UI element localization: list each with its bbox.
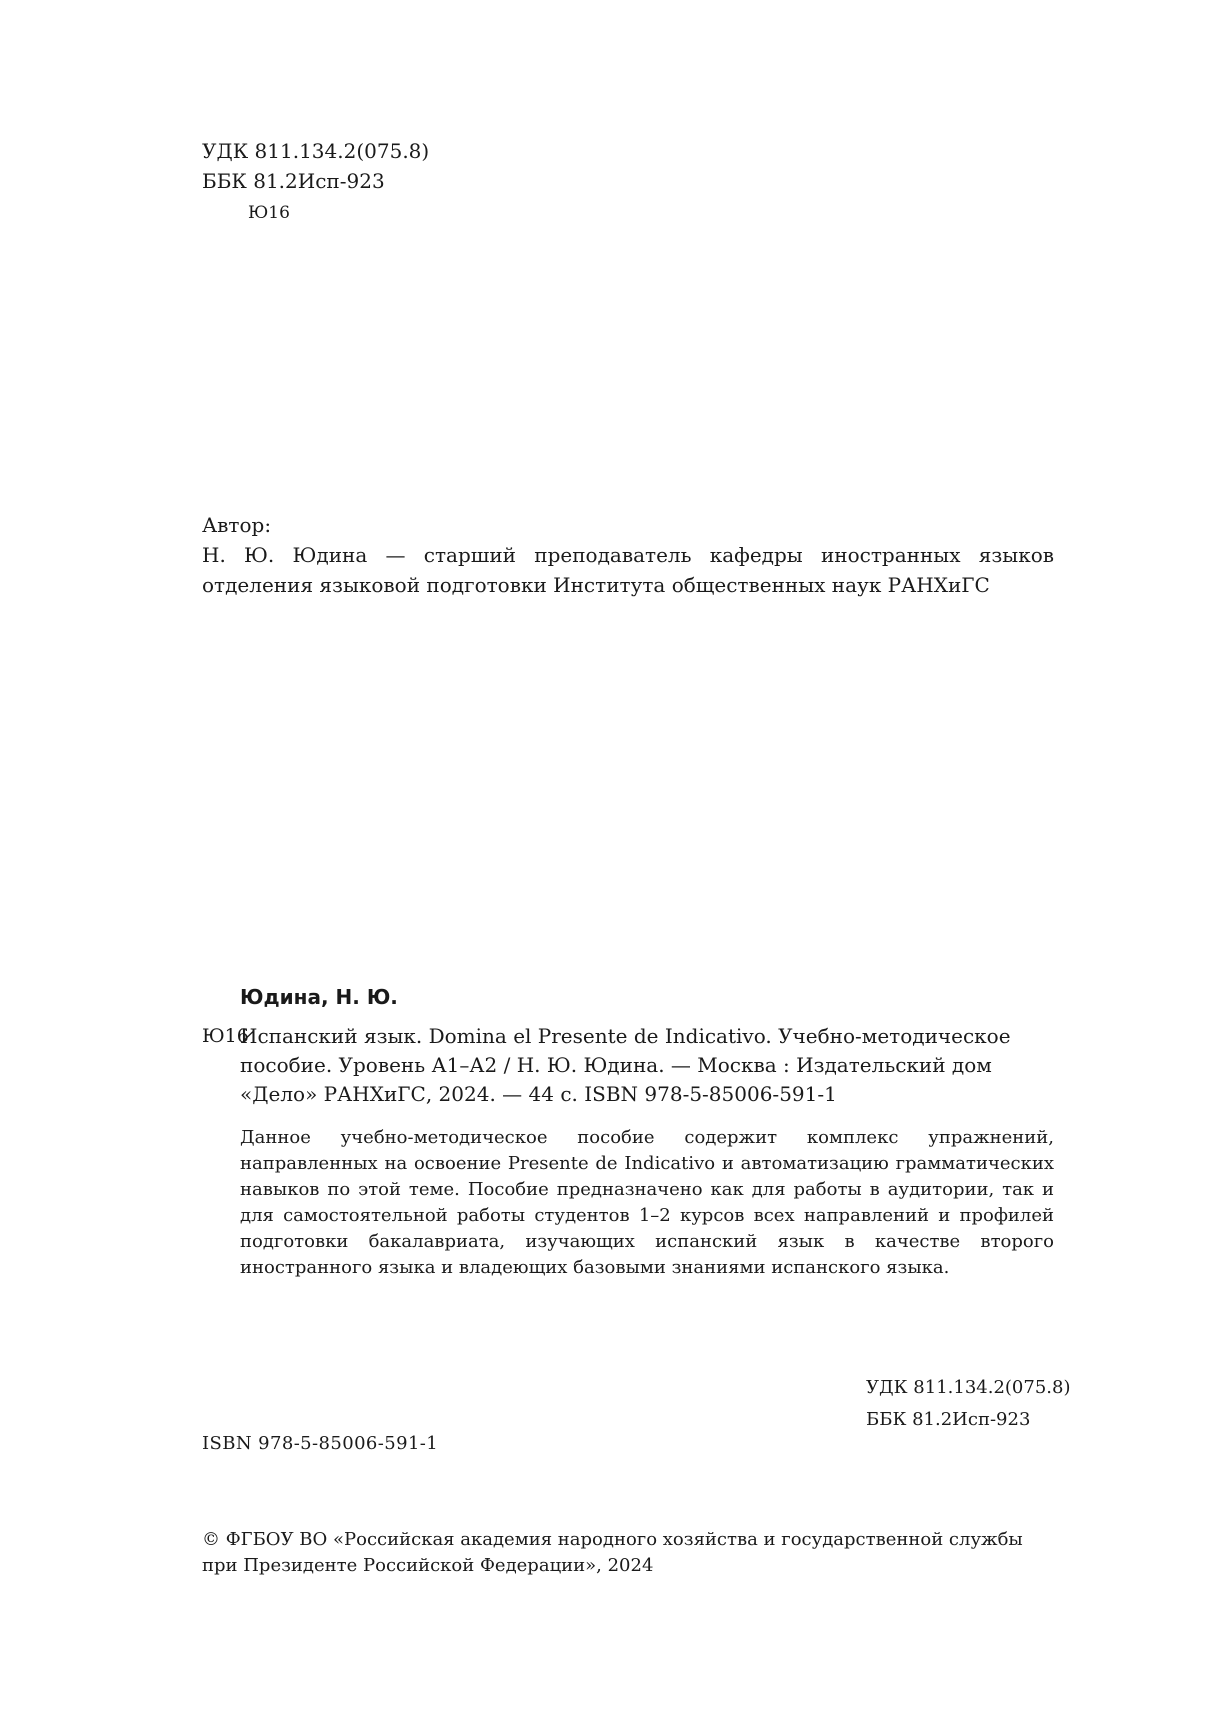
author-block xyxy=(202,510,1054,600)
top-classification-block xyxy=(202,136,429,228)
author-description: Н. Ю. Юдина — старший преподаватель кафедры иностранных языков отделения языковой подготовки Института общественных наук РАНХиГС xyxy=(202,543,1054,597)
bottom-classification-block xyxy=(866,1372,1070,1436)
author-mark: Ю16 xyxy=(248,203,290,223)
udk-code-bottom: УДК 811.134.2(075.8) xyxy=(866,1377,1071,1398)
abstract-text: Данное учебно-методическое пособие содержит комплекс упражнений, направленных на освоение Presente de Indicativo и автоматизацию грамматических навыков по этой теме. Пособие предназначено как для работы в аудитории, так и для самостоятельной работы студентов 1–2 курсов всех направлений и профилей подготовки бакалавриата, изучающих испанский язык в качестве второго иностранного языка и владеющих базовыми знаниями испанского языка. xyxy=(240,1127,1054,1278)
author-label: Автор: xyxy=(202,513,272,537)
record-description: Испанский язык. Domina el Presente de Indicativo. Учебно-методическое пособие. Уровень А1–А2 / Н. Ю. Юдина. — Москва : Издательский дом «Дело» РАНХиГС, 2024. — 44 с. ISBN 978-5-85006-591-1 xyxy=(240,1024,1011,1106)
record-heading: Юдина, Н. Ю. xyxy=(240,985,398,1009)
isbn: ISBN 978-5-85006-591-1 xyxy=(202,1433,439,1454)
copyright-block xyxy=(202,1527,1023,1579)
copyright-line-1: © ФГБОУ ВО «Российская академия народного хозяйства и государственной службы xyxy=(202,1529,1023,1550)
record-entry xyxy=(202,1022,1054,1109)
bibliographic-record xyxy=(202,983,1054,1109)
bbk-code-bottom: ББК 81.2Исп-923 xyxy=(866,1409,1031,1430)
bbk-code: ББК 81.2Исп-923 xyxy=(202,169,385,193)
copyright-line-2: при Президенте Российской Федерации», 2024 xyxy=(202,1555,654,1576)
udk-code: УДК 811.134.2(075.8) xyxy=(202,139,430,163)
record-author-mark: Ю16 xyxy=(202,1025,249,1047)
abstract-block xyxy=(240,1125,1054,1281)
